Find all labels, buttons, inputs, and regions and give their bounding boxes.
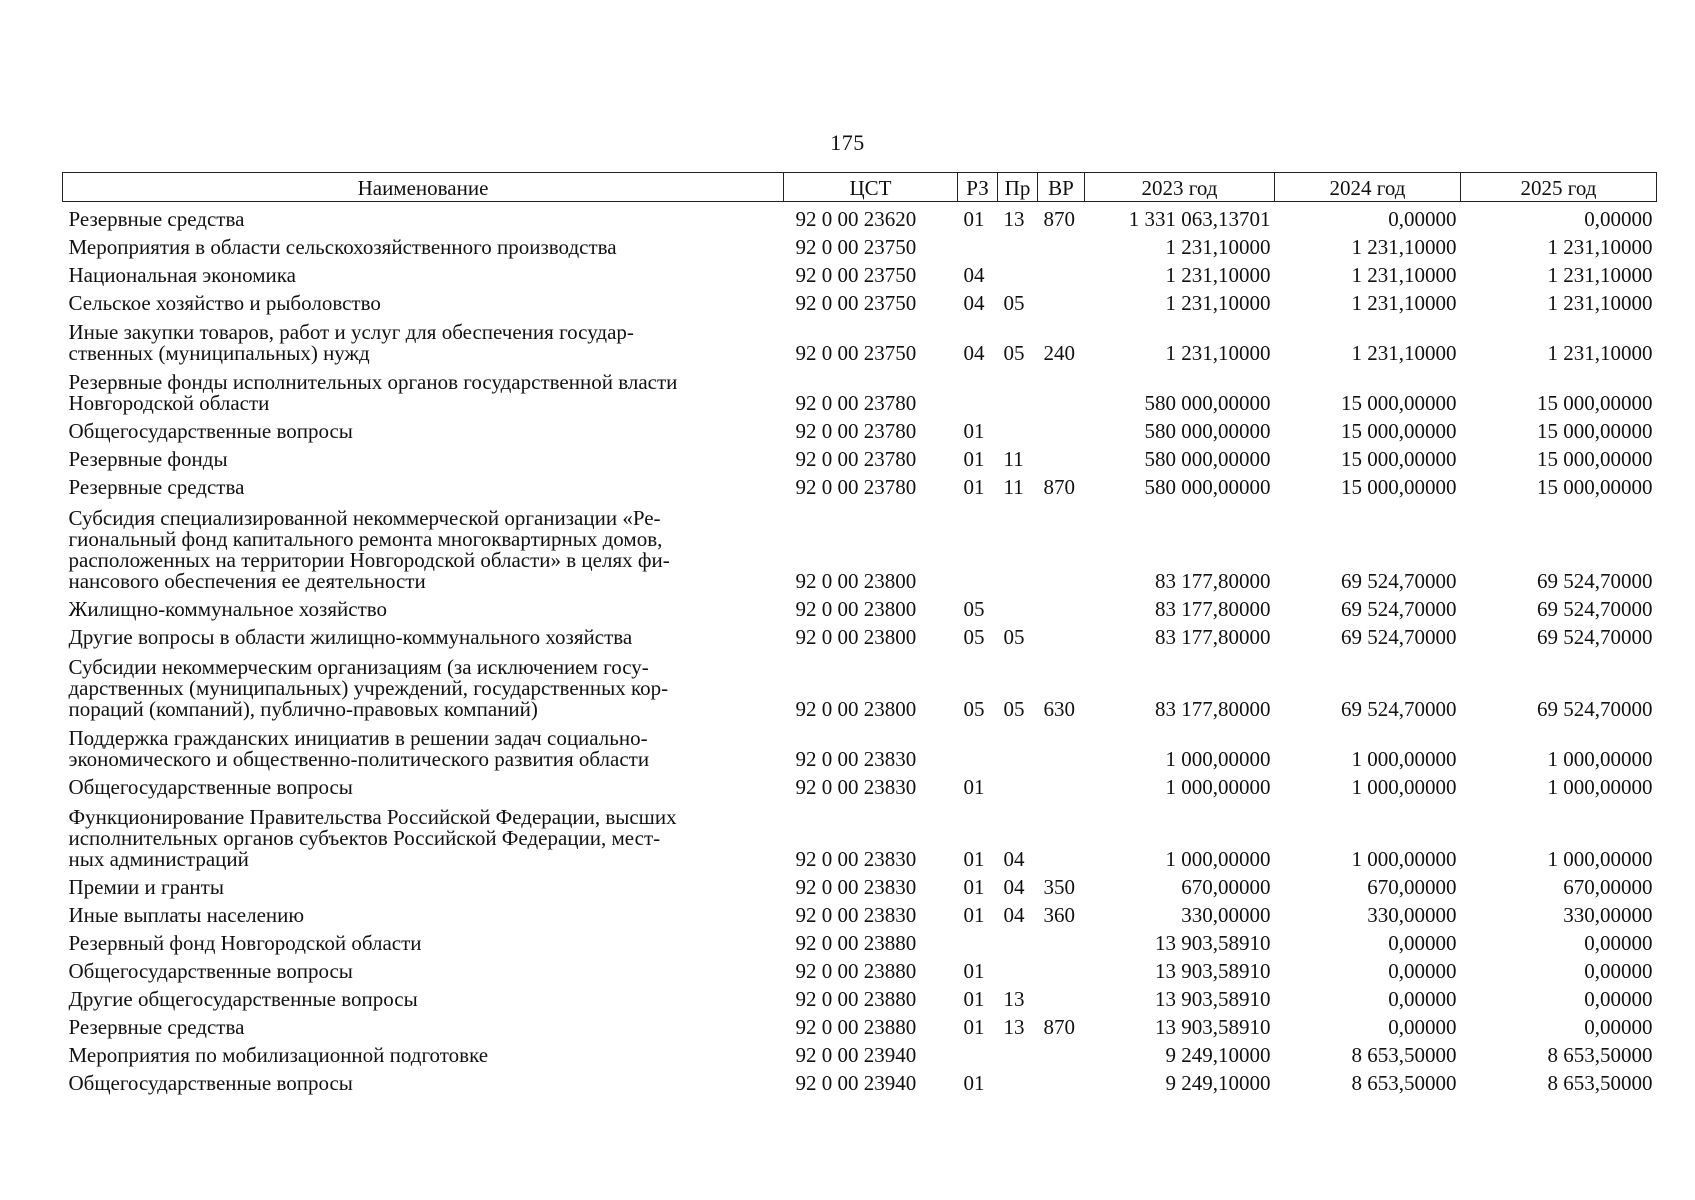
row-name: Другие общегосударственные вопросы: [68, 986, 418, 1011]
row-2025: 1 000,00000: [1547, 746, 1653, 771]
row-2024: 69 524,70000: [1341, 596, 1457, 621]
row-2023: 83 177,80000: [1155, 568, 1271, 593]
row-pr: 05: [1003, 696, 1025, 721]
row-2024: 670,00000: [1367, 874, 1457, 899]
row-name: Другие вопросы в области жилищно-коммунального хозяйства: [68, 624, 633, 649]
row-2023: 580 000,00000: [1144, 474, 1271, 499]
row-pr: [998, 1038, 1038, 1066]
row-2024: 69 524,70000: [1341, 696, 1457, 721]
row-2025: 69 524,70000: [1537, 596, 1653, 621]
row-rz: 04: [963, 290, 985, 315]
row-name: Субсидия специализированной некоммерческой организации «Ре- гиональный фонд капитального ремонта многоквартирных домов, расположенных на территории Новгородской области» в целях фи- нансового обеспечения ее деятельности: [68, 505, 670, 593]
row-cst: 92 0 00 23940: [795, 1070, 917, 1095]
row-2023: 13 903,58910: [1155, 986, 1271, 1011]
row-2023: 1 000,00000: [1165, 846, 1271, 871]
row-2023: 13 903,58910: [1155, 1014, 1271, 1039]
row-2024: 1 231,10000: [1351, 340, 1457, 365]
table-row: [63, 898, 1657, 926]
row-2024: 8 653,50000: [1351, 1070, 1457, 1095]
row-rz: [958, 498, 998, 592]
row-2025: 1 231,10000: [1547, 234, 1653, 259]
row-name: Резервные фонды: [68, 446, 228, 471]
row-name: Поддержка гражданских инициатив в решении задач социально- экономического и общественно-политического развития области: [68, 725, 650, 771]
row-pr: 11: [1003, 446, 1024, 471]
row-name: Жилищно-коммунальное хозяйство: [68, 596, 388, 621]
row-2025: 0,00000: [1584, 206, 1653, 231]
budget-table-container: [62, 172, 1656, 1094]
row-name: Национальная экономика: [68, 262, 296, 287]
row-2024: 1 000,00000: [1351, 746, 1457, 771]
row-rz: 04: [963, 262, 985, 287]
row-2023: 13 903,58910: [1155, 958, 1271, 983]
row-pr: 05: [1003, 624, 1025, 649]
row-pr: 13: [1003, 206, 1025, 231]
table-row: [63, 926, 1657, 954]
header-rz: РЗ: [958, 173, 998, 202]
row-2024: 1 000,00000: [1351, 846, 1457, 871]
row-vr: [1038, 592, 1085, 620]
row-2025: 670,00000: [1563, 874, 1653, 899]
row-2025: 0,00000: [1584, 958, 1653, 983]
row-2025: 1 000,00000: [1547, 846, 1653, 871]
row-name: Мероприятия в области сельскохозяйственного производства: [68, 234, 617, 259]
row-2023: 9 249,10000: [1165, 1070, 1271, 1095]
row-rz: 05: [963, 596, 985, 621]
row-2024: 8 653,50000: [1351, 1042, 1457, 1067]
row-2024: 1 231,10000: [1351, 290, 1457, 315]
row-2023: 83 177,80000: [1155, 624, 1271, 649]
row-2023: 1 231,10000: [1165, 262, 1271, 287]
row-2024: 15 000,00000: [1341, 446, 1457, 471]
row-pr: 05: [1003, 290, 1025, 315]
row-rz: 01: [963, 958, 985, 983]
row-rz: [958, 230, 998, 258]
row-2024: 0,00000: [1388, 1014, 1457, 1039]
row-cst: 92 0 00 23800: [795, 568, 917, 593]
row-pr: 13: [1003, 986, 1025, 1011]
row-2024: 1 000,00000: [1351, 774, 1457, 799]
row-cst: 92 0 00 23750: [795, 340, 917, 365]
row-rz: [958, 1038, 998, 1066]
row-rz: 01: [963, 418, 985, 443]
table-row: [63, 364, 1657, 414]
table-row: [63, 286, 1657, 314]
table-header-row: [63, 173, 1657, 202]
header-vr: ВР: [1038, 173, 1085, 202]
table-row: [63, 230, 1657, 258]
row-cst: 92 0 00 23750: [795, 262, 917, 287]
row-pr: 04: [1003, 902, 1025, 927]
row-rz: 05: [963, 696, 985, 721]
budget-table: [62, 172, 1657, 1094]
table-row: [63, 258, 1657, 286]
row-pr: [998, 230, 1038, 258]
row-2024: 0,00000: [1388, 206, 1457, 231]
row-2023: 1 000,00000: [1165, 746, 1271, 771]
row-vr: [1038, 414, 1085, 442]
row-name: Общегосударственные вопросы: [68, 774, 353, 799]
row-name: Мероприятия по мобилизационной подготовке: [68, 1042, 489, 1067]
row-2025: 1 231,10000: [1547, 340, 1653, 365]
table-row: [63, 202, 1657, 230]
row-cst: 92 0 00 23880: [795, 930, 917, 955]
table-row: [63, 1038, 1657, 1066]
row-rz: 04: [963, 340, 985, 365]
row-2023: 580 000,00000: [1144, 390, 1271, 415]
table-row: [63, 1010, 1657, 1038]
table-row: [63, 648, 1657, 720]
row-cst: 92 0 00 23830: [795, 774, 917, 799]
row-2023: 9 249,10000: [1165, 1042, 1271, 1067]
row-2023: 83 177,80000: [1155, 596, 1271, 621]
row-vr: 870: [1043, 206, 1075, 231]
header-name: Наименование: [63, 173, 784, 202]
row-vr: [1038, 442, 1085, 470]
row-vr: 350: [1043, 874, 1075, 899]
row-2024: 1 231,10000: [1351, 234, 1457, 259]
row-vr: 630: [1043, 696, 1075, 721]
row-name: Иные выплаты населению: [68, 902, 305, 927]
row-cst: 92 0 00 23880: [795, 958, 917, 983]
row-vr: [1038, 720, 1085, 770]
table-row: [63, 954, 1657, 982]
row-pr: 11: [1003, 474, 1024, 499]
row-cst: 92 0 00 23880: [795, 986, 917, 1011]
row-name: Общегосударственные вопросы: [68, 1070, 353, 1095]
row-pr: [998, 364, 1038, 414]
table-row: [63, 870, 1657, 898]
row-cst: 92 0 00 23830: [795, 846, 917, 871]
row-pr: 13: [1003, 1014, 1025, 1039]
row-cst: 92 0 00 23780: [795, 390, 917, 415]
row-vr: 870: [1043, 1014, 1075, 1039]
row-name: Общегосударственные вопросы: [68, 958, 353, 983]
page-number: 175: [830, 130, 865, 155]
table-row: [63, 1066, 1657, 1094]
row-pr: 05: [1003, 340, 1025, 365]
row-vr: [1038, 620, 1085, 648]
row-cst: 92 0 00 23880: [795, 1014, 917, 1039]
row-2023: 670,00000: [1181, 874, 1271, 899]
header-2024: 2024 год: [1275, 173, 1461, 202]
row-vr: [1038, 498, 1085, 592]
row-vr: 870: [1043, 474, 1075, 499]
row-rz: 01: [963, 1014, 985, 1039]
row-vr: [1038, 770, 1085, 798]
row-2025: 0,00000: [1584, 1014, 1653, 1039]
row-cst: 92 0 00 23800: [795, 624, 917, 649]
row-2025: 8 653,50000: [1547, 1070, 1653, 1095]
table-row: [63, 770, 1657, 798]
row-2023: 1 231,10000: [1165, 290, 1271, 315]
row-pr: [998, 414, 1038, 442]
row-2025: 15 000,00000: [1537, 390, 1653, 415]
row-name: Резервный фонд Новгородской области: [68, 930, 422, 955]
row-rz: 05: [963, 624, 985, 649]
row-cst: 92 0 00 23940: [795, 1042, 917, 1067]
table-row: [63, 498, 1657, 592]
row-cst: 92 0 00 23800: [795, 596, 917, 621]
row-2025: 69 524,70000: [1537, 624, 1653, 649]
header-2025: 2025 год: [1461, 173, 1657, 202]
row-2023: 330,00000: [1181, 902, 1271, 927]
row-cst: 92 0 00 23780: [795, 474, 917, 499]
row-cst: 92 0 00 23780: [795, 418, 917, 443]
row-2024: 69 524,70000: [1341, 624, 1457, 649]
row-name: Иные закупки товаров, работ и услуг для обеспечения государ- ственных (муниципальных) нужд: [68, 319, 634, 365]
row-2024: 69 524,70000: [1341, 568, 1457, 593]
row-pr: [998, 720, 1038, 770]
row-2025: 0,00000: [1584, 930, 1653, 955]
row-pr: 04: [1003, 846, 1025, 871]
table-row: [63, 414, 1657, 442]
row-cst: 92 0 00 23750: [795, 234, 917, 259]
row-2025: 0,00000: [1584, 986, 1653, 1011]
row-pr: 04: [1003, 874, 1025, 899]
table-row: [63, 720, 1657, 770]
row-2024: 330,00000: [1367, 902, 1457, 927]
row-vr: [1038, 1038, 1085, 1066]
row-rz: 01: [963, 446, 985, 471]
row-2025: 8 653,50000: [1547, 1042, 1653, 1067]
row-pr: [998, 770, 1038, 798]
row-2023: 1 231,10000: [1165, 340, 1271, 365]
row-vr: [1038, 954, 1085, 982]
header-cst: ЦСТ: [784, 173, 958, 202]
row-name: Резервные средства: [68, 474, 245, 499]
row-pr: [998, 592, 1038, 620]
row-vr: [1038, 1066, 1085, 1094]
row-2024: 15 000,00000: [1341, 390, 1457, 415]
table-row: [63, 620, 1657, 648]
row-2023: 1 231,10000: [1165, 234, 1271, 259]
row-rz: 01: [963, 206, 985, 231]
row-2023: 13 903,58910: [1155, 930, 1271, 955]
table-row: [63, 314, 1657, 364]
table-row: [63, 470, 1657, 498]
row-name: Резервные средства: [68, 1014, 245, 1039]
row-rz: 01: [963, 902, 985, 927]
row-2024: 15 000,00000: [1341, 418, 1457, 443]
row-2025: 15 000,00000: [1537, 418, 1653, 443]
row-2023: 1 331 063,13701: [1128, 206, 1271, 231]
row-2025: 69 524,70000: [1537, 568, 1653, 593]
row-2024: 15 000,00000: [1341, 474, 1457, 499]
row-2025: 330,00000: [1563, 902, 1653, 927]
row-2025: 15 000,00000: [1537, 446, 1653, 471]
row-vr: 240: [1043, 340, 1075, 365]
row-cst: 92 0 00 23830: [795, 874, 917, 899]
row-rz: [958, 720, 998, 770]
row-pr: [998, 498, 1038, 592]
row-2025: 1 231,10000: [1547, 290, 1653, 315]
row-vr: 360: [1043, 902, 1075, 927]
row-name: Функционирование Правительства Российской Федерации, высших исполнительных органов субъектов Российской Федерации, мест- ных администраций: [68, 804, 677, 871]
row-2024: 0,00000: [1388, 986, 1457, 1011]
row-2024: 0,00000: [1388, 958, 1457, 983]
table-row: [63, 982, 1657, 1010]
row-cst: 92 0 00 23800: [795, 696, 917, 721]
row-2023: 83 177,80000: [1155, 696, 1271, 721]
row-vr: [1038, 926, 1085, 954]
row-2024: 0,00000: [1388, 930, 1457, 955]
row-cst: 92 0 00 23750: [795, 290, 917, 315]
row-name: Общегосударственные вопросы: [68, 418, 353, 443]
row-name: Премии и гранты: [68, 874, 224, 899]
row-2024: 1 231,10000: [1351, 262, 1457, 287]
row-name: Субсидии некоммерческим организациям (за исключением госу- дарственных (муниципальных) учреждений, государственных кор- пораций (компаний), публично-правовых компаний): [68, 654, 669, 721]
row-cst: 92 0 00 23780: [795, 446, 917, 471]
header-2023: 2023 год: [1085, 173, 1275, 202]
row-pr: [998, 926, 1038, 954]
row-cst: 92 0 00 23830: [795, 902, 917, 927]
row-vr: [1038, 798, 1085, 870]
row-rz: 01: [963, 1070, 985, 1095]
row-pr: [998, 258, 1038, 286]
row-rz: 01: [963, 474, 985, 499]
row-rz: 01: [963, 986, 985, 1011]
row-name: Резервные средства: [68, 206, 245, 231]
row-rz: 01: [963, 846, 985, 871]
row-pr: [998, 1066, 1038, 1094]
row-vr: [1038, 230, 1085, 258]
row-name: Сельское хозяйство и рыболовство: [68, 290, 381, 315]
row-2023: 580 000,00000: [1144, 418, 1271, 443]
row-cst: 92 0 00 23620: [795, 206, 917, 231]
row-2025: 69 524,70000: [1537, 696, 1653, 721]
table-row: [63, 592, 1657, 620]
row-name: Резервные фонды исполнительных органов государственной власти Новгородской области: [68, 369, 678, 415]
row-rz: [958, 926, 998, 954]
row-2025: 15 000,00000: [1537, 474, 1653, 499]
row-vr: [1038, 982, 1085, 1010]
row-2025: 1 231,10000: [1547, 262, 1653, 287]
row-rz: 01: [963, 874, 985, 899]
row-cst: 92 0 00 23830: [795, 746, 917, 771]
row-vr: [1038, 364, 1085, 414]
row-2023: 580 000,00000: [1144, 446, 1271, 471]
table-row: [63, 442, 1657, 470]
row-vr: [1038, 286, 1085, 314]
row-rz: [958, 364, 998, 414]
row-2023: 1 000,00000: [1165, 774, 1271, 799]
table-row: [63, 798, 1657, 870]
row-2025: 1 000,00000: [1547, 774, 1653, 799]
header-pr: Пр: [998, 173, 1038, 202]
row-vr: [1038, 258, 1085, 286]
row-pr: [998, 954, 1038, 982]
row-rz: 01: [963, 774, 985, 799]
